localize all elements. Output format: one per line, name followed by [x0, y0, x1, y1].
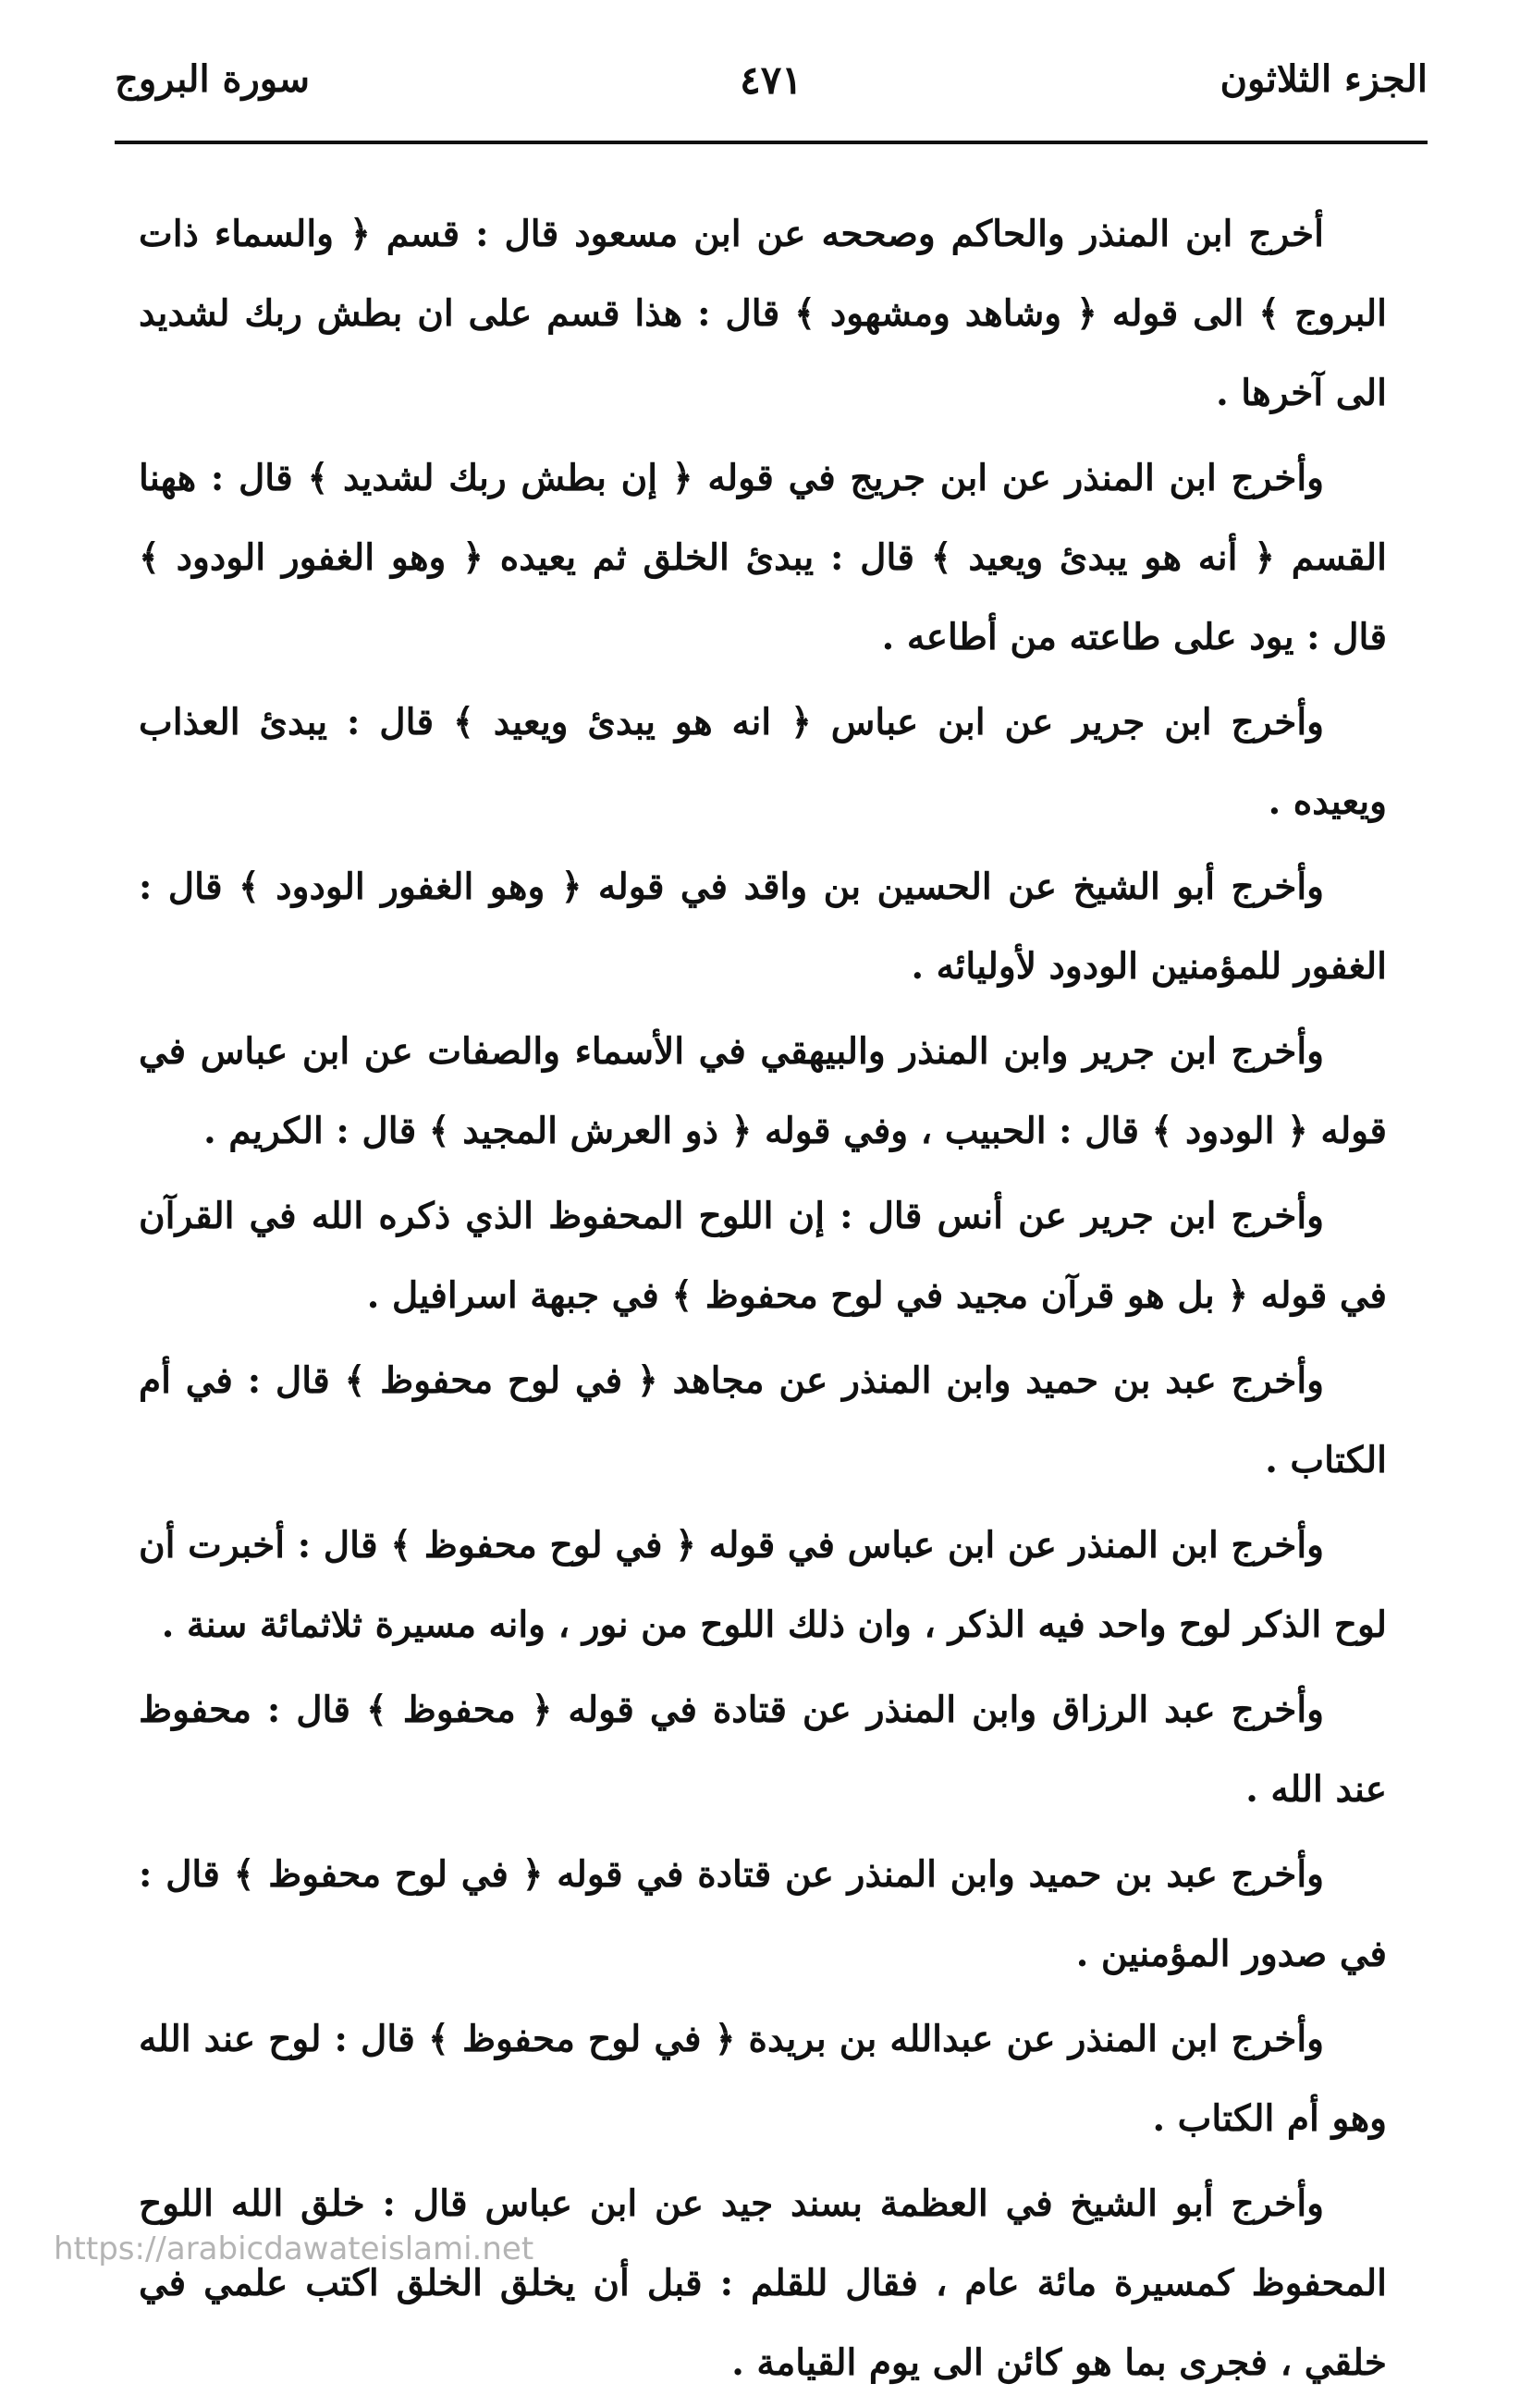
paragraph-6: وأخرج ابن جرير عن أنس قال : إن اللوح المحفوظ الذي ذكره الله في القرآن في قوله ﴿ بل هو قرآن مجيد في لوح محفوظ ﴾ في جبهة اسرافيل . — [139, 1195, 1387, 1317]
paragraph-2: وأخرج ابن المنذر عن ابن جريج في قوله ﴿ إن بطش ربك لشديد ﴾ قال : ههنا القسم ﴿ أنه هو يبدئ ويعيد ﴾ قال : يبدئ الخلق ثم يعيده ﴿ وهو الغفور الودود ﴾ قال : يود على طاعته من أطاعه . — [139, 457, 1387, 658]
paragraph-9: وأخرج عبد الرزاق وابن المنذر عن قتادة في قوله ﴿ محفوظ ﴾ قال : محفوظ عند الله . — [139, 1689, 1387, 1811]
surah-title: سورة البروج — [115, 57, 310, 101]
paragraph-3: وأخرج ابن جرير عن ابن عباس ﴿ انه هو يبدئ ويعيد ﴾ قال : يبدئ العذاب ويعيده . — [139, 701, 1387, 823]
paragraph-8: وأخرج ابن المنذر عن ابن عباس في قوله ﴿ في لوح محفوظ ﴾ قال : أخبرت أن لوح الذكر لوح واحد فيه الذكر ، وان ذلك اللوح من نور ، وانه مسيرة ثلاثمائة سنة . — [139, 1524, 1387, 1646]
header-divider — [115, 141, 1428, 144]
paragraph-11: وأخرج ابن المنذر عن عبدالله بن بريدة ﴿ في لوح محفوظ ﴾ قال : لوح عند الله وهو أم الكتاب . — [139, 2018, 1387, 2140]
paragraph-5: وأخرج ابن جرير وابن المنذر والبيهقي في الأسماء والصفات عن ابن عباس في قوله ﴿ الودود ﴾ قال : الحبيب ، وفي قوله ﴿ ذو العرش المجيد ﴾ قال : الكريم . — [139, 1030, 1387, 1152]
page-header — [115, 57, 1428, 118]
paragraph-12: وأخرج أبو الشيخ في العظمة بسند جيد عن ابن عباس قال : خلق الله اللوح المحفوظ كمسيرة مائة عام ، فقال للقلم : قبل أن يخلق الخلق اكتب علمي في خلقي ، فجرى بما هو كائن الى يوم القيامة . — [139, 2182, 1387, 2384]
paragraph-10: وأخرج عبد بن حميد وابن المنذر عن قتادة في قوله ﴿ في لوح محفوظ ﴾ قال : في صدور المؤمنين . — [139, 1853, 1387, 1975]
paragraph-4: وأخرج أبو الشيخ عن الحسين بن واقد في قوله ﴿ وهو الغفور الودود ﴾ قال : الغفور للمؤمنين الودود لأوليائه . — [139, 866, 1387, 988]
page-body — [139, 194, 1387, 2408]
paragraph-7: وأخرج عبد بن حميد وابن المنذر عن مجاهد ﴿ في لوح محفوظ ﴾ قال : في أم الكتاب . — [139, 1359, 1387, 1481]
paragraph-1: أخرج ابن المنذر والحاكم وصححه عن ابن مسعود قال : قسم ﴿ والسماء ذات البروج ﴾ الى قوله ﴿ وشاهد ومشهود ﴾ قال : هذا قسم على ان بطش ربك لشديد الى آخرها . — [139, 213, 1387, 414]
page-number: ٤٧١ — [740, 57, 803, 103]
juz-title: الجزء الثلاثون — [1220, 57, 1428, 101]
watermark-url: https://arabicdawateislami.net — [54, 2230, 534, 2267]
